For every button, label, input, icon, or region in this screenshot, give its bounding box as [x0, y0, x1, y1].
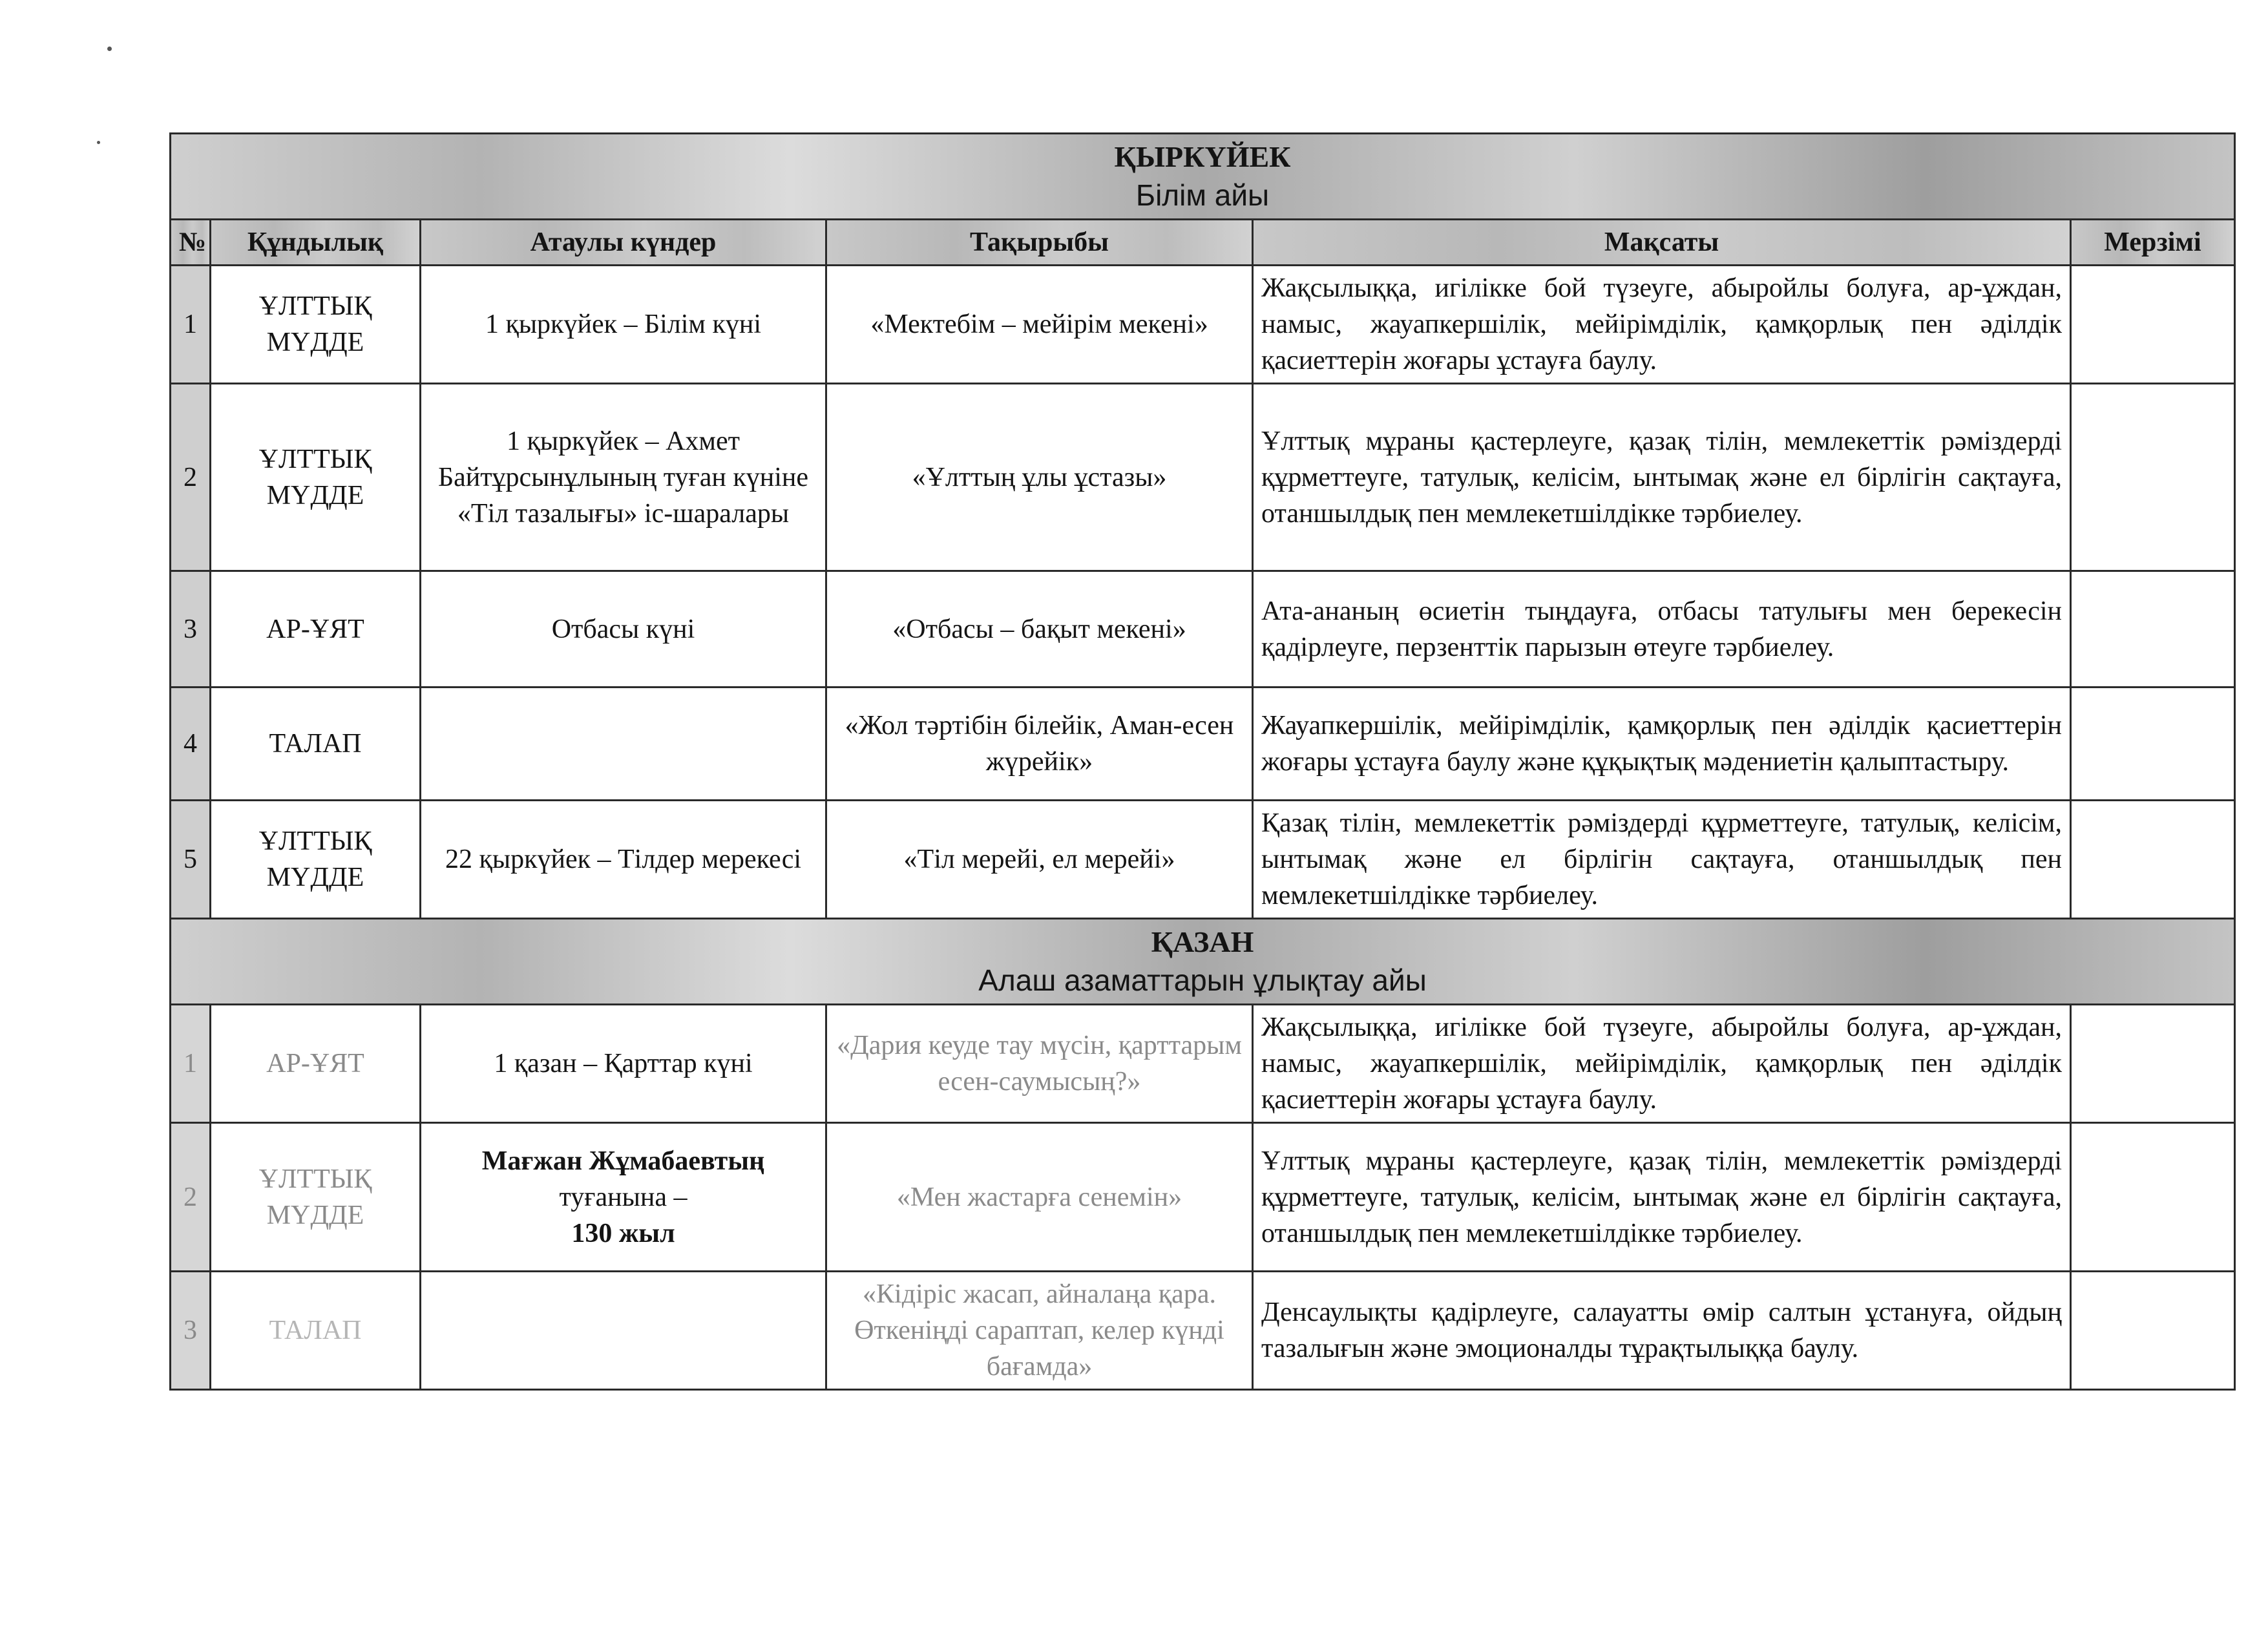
row-value: ҰЛТТЫҚ МҮДДЕ [211, 801, 421, 919]
row-value: ҰЛТТЫҚ МҮДДЕ [211, 384, 421, 571]
row-number: 2 [171, 1123, 211, 1272]
month-title: ҚАЗАН [1151, 925, 1254, 958]
table-row [171, 266, 2235, 384]
row-number: 2 [171, 384, 211, 571]
month-header-september [171, 134, 2235, 220]
row-value: АР-ҰЯТ [211, 571, 421, 688]
row-number: 1 [171, 266, 211, 384]
table-row [171, 384, 2235, 571]
row-term [2071, 571, 2235, 688]
month-header-october [171, 919, 2235, 1005]
row-days: 22 қыркүйек – Тілдер мерекесі [421, 801, 826, 919]
row-number: 3 [171, 571, 211, 688]
day-anniversary-text: туғанына – [559, 1182, 688, 1212]
row-goal: Жақсылыққа, игілікке бой түзеуге, абыройлы болуға, ар-ұждан, намыс, жауапкершілік, мейірімділік, қамқорлық пен әділдік қасиеттерін жоғары ұстауға баулу. [1253, 1005, 2071, 1123]
col-header-days: Атаулы күндер [421, 220, 826, 266]
table-row [171, 571, 2235, 688]
month-banner [171, 919, 2235, 1005]
row-days: 1 қыркүйек – Ахмет Байтұрсынұлының туған күніне «Тіл тазалығы» іс-шаралары [421, 384, 826, 571]
row-days: 1 қазан – Қарттар күні [421, 1005, 826, 1123]
day-anniversary-years: 130 жыл [571, 1218, 675, 1248]
month-subtitle: Алаш азаматтарын ұлықтау айы [978, 963, 1427, 997]
row-days [421, 1123, 826, 1272]
row-topic: «Тіл мерейі, ел мерейі» [826, 801, 1253, 919]
col-header-term: Мерзімі [2071, 220, 2235, 266]
table-row [171, 1123, 2235, 1272]
month-banner [171, 134, 2235, 220]
row-value: ҰЛТТЫҚ МҮДДЕ [211, 1123, 421, 1272]
row-term [2071, 1272, 2235, 1390]
row-topic: «Жол тәртібін білейік, Аман-есен жүрейік» [826, 688, 1253, 801]
row-topic: «Отбасы – бақыт мекені» [826, 571, 1253, 688]
col-header-goal: Мақсаты [1253, 220, 2071, 266]
row-days [421, 688, 826, 801]
row-number: 5 [171, 801, 211, 919]
scan-speck [97, 141, 100, 144]
column-header-row [171, 220, 2235, 266]
month-title: ҚЫРКҮЙЕК [1114, 140, 1291, 173]
row-topic: «Мен жастарға сенемін» [826, 1123, 1253, 1272]
row-value: ТАЛАП [211, 1272, 421, 1390]
col-header-value: Құндылық [211, 220, 421, 266]
row-term [2071, 1123, 2235, 1272]
row-term [2071, 1005, 2235, 1123]
row-term [2071, 688, 2235, 801]
row-term [2071, 384, 2235, 571]
row-goal: Қазақ тілін, мемлекеттік рәміздерді құрметтеуге, татулық, келісім, ынтымақ және ел бірлігін сақтауға, отаншылдық пен мемлекетшілдікке тәрбиелеу. [1253, 801, 2071, 919]
row-goal: Жауапкершілік, мейірімділік, қамқорлық пен әділдік қасиеттерін жоғары ұстауға баулу және құқықтық мәдениетін қалыптастыру. [1253, 688, 2071, 801]
col-header-number: № [171, 220, 211, 266]
row-days: 1 қыркүйек – Білім күні [421, 266, 826, 384]
scan-speck [107, 47, 112, 51]
row-goal: Ұлттық мұраны қастерлеуге, қазақ тілін, мемлекеттік рәміздерді құрметтеуге, татулық, келісім, ынтымақ және ел бірлігін сақтауға, отаншылдық пен мемлекетшілдікке тәрбиелеу. [1253, 384, 2071, 571]
row-topic: «Ұлттың ұлы ұстазы» [826, 384, 1253, 571]
table-row [171, 801, 2235, 919]
row-topic: «Дария кеуде тау мүсін, қарттарым есен-саумысың?» [826, 1005, 1253, 1123]
row-value: ҰЛТТЫҚ МҮДДЕ [211, 266, 421, 384]
row-value: АР-ҰЯТ [211, 1005, 421, 1123]
row-goal: Жақсылыққа, игілікке бой түзеуге, абыройлы болуға, ар-ұждан, намыс, жауапкершілік, мейірімділік, қамқорлық пен әділдік қасиеттерін жоғары ұстауға баулу. [1253, 266, 2071, 384]
row-goal: Денсаулықты қадірлеуге, салауатты өмір салтын ұстануға, ойдың тазалығын және эмоционалды тұрақтылыққа баулу. [1253, 1272, 2071, 1390]
table-row [171, 1005, 2235, 1123]
row-goal: Ұлттық мұраны қастерлеуге, қазақ тілін, мемлекеттік рәміздерді құрметтеуге, татулық, келісім, ынтымақ және ел бірлігін сақтауға, отаншылдық пен мемлекетшілдікке тәрбиелеу. [1253, 1123, 2071, 1272]
row-value: ТАЛАП [211, 688, 421, 801]
row-goal: Ата-ананың өсиетін тыңдауға, отбасы татулығы мен берекесін қадірлеуге, перзенттік парызын өтеуге тәрбиелеу. [1253, 571, 2071, 688]
row-days [421, 1272, 826, 1390]
plan-table [169, 132, 2236, 1391]
row-days: Отбасы күні [421, 571, 826, 688]
table-row [171, 688, 2235, 801]
row-topic: «Кідіріс жасап, айналаңа қара. Өткеніңді сараптап, келер күнді бағамда» [826, 1272, 1253, 1390]
col-header-topic: Тақырыбы [826, 220, 1253, 266]
row-number: 4 [171, 688, 211, 801]
table-row [171, 1272, 2235, 1390]
row-term [2071, 801, 2235, 919]
row-term [2071, 266, 2235, 384]
day-person-name: Мағжан Жұмабаевтың [481, 1146, 765, 1176]
row-number: 3 [171, 1272, 211, 1390]
month-subtitle: Білім айы [1135, 178, 1270, 212]
row-number: 1 [171, 1005, 211, 1123]
row-topic: «Мектебім – мейірім мекені» [826, 266, 1253, 384]
